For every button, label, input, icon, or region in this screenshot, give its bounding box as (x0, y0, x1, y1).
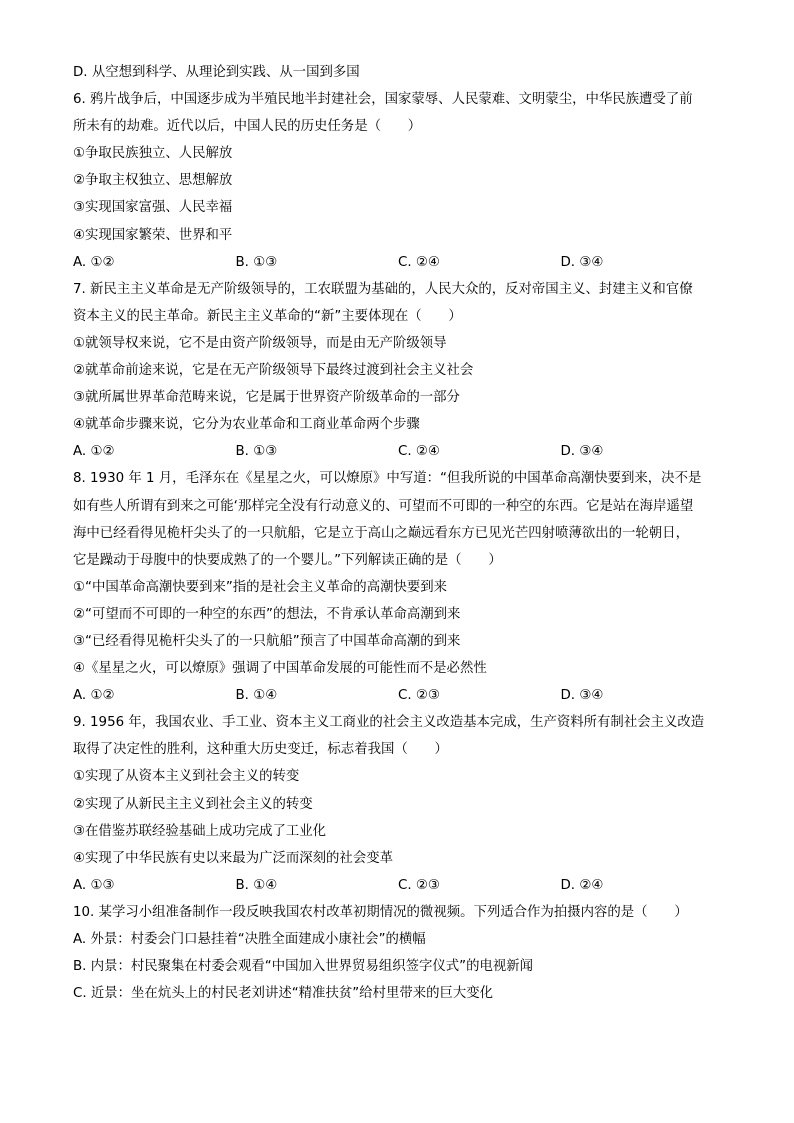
option-a: A. ①② (73, 688, 115, 704)
answer-options (73, 438, 723, 465)
question-stem-line: 9. 1956 年，我国农业、手工业、资本主义工商业的社会主义改造基本完成，生产资料所有制社会主义改造 (73, 715, 705, 731)
question-6 (73, 86, 723, 276)
statement-item: ①“中国革命高潮快要到来”指的是社会主义革命的高潮快要到来 (73, 579, 448, 595)
option-d: D. ③④ (560, 254, 604, 270)
question-9 (73, 709, 723, 899)
statement-item: ②争取主权独立、思想解放 (73, 173, 233, 189)
statement-item: ④就革命步骤来说，它分为农业革命和工商业革命两个步骤 (73, 417, 420, 433)
option-c: C. ②④ (398, 444, 440, 460)
option-b: B. ①④ (235, 688, 278, 704)
question-7 (73, 276, 723, 466)
statement-item: ②实现了从新民主主义到社会主义的转变 (73, 796, 313, 812)
question-10 (73, 899, 723, 1007)
option-b: B. ①③ (235, 254, 278, 270)
option-a: A. ①③ (73, 877, 115, 893)
statement-item: ②就革命前途来说，它是在无产阶级领导下最终过渡到社会主义社会 (73, 363, 474, 379)
option-a: A. ①② (73, 254, 115, 270)
question-stem-line: 10. 某学习小组准备制作一段反映我国农村改革初期情况的微视频。下列适合作为拍摄内容的是（ ） (73, 904, 688, 920)
answer-options (73, 872, 723, 899)
question-stem-line: 6. 鸦片战争后，中国逐步成为半殖民地半封建社会，国家蒙辱、人民蒙难、文明蒙尘，中华民族遭受了前 (73, 92, 693, 108)
statement-item: ①就领导权来说，它不是由资产阶级领导，而是由无产阶级领导 (73, 335, 447, 351)
option-d: D. ③④ (560, 444, 604, 460)
option-c: C. ②③ (398, 688, 440, 704)
question-8 (73, 465, 723, 709)
q5-option-d: D. 从空想到科学、从理论到实践、从一国到多国 (73, 65, 360, 80)
statement-item: ③在借鉴苏联经验基础上成功完成了工业化 (73, 823, 327, 839)
statement-item: ③实现国家富强、人民幸福 (73, 200, 233, 216)
option-c: C. ②④ (398, 254, 440, 270)
option-b: B. ①④ (235, 877, 278, 893)
option-d: D. ③④ (560, 688, 604, 704)
statement-item: ③“已经看得见桅杆尖头了的一只航船”预言了中国革命高潮的到来 (73, 633, 461, 649)
option-b: B. ①③ (235, 444, 278, 460)
statement-item: ②“可望而不可即的一种空的东西”的想法，不肯承认革命高潮到来 (73, 606, 461, 622)
option-b: B. 内景：村民聚集在村委会观看“中国加入世界贸易组织签字仪式”的电视新闻 (73, 959, 534, 975)
answer-options (73, 682, 723, 709)
question-stem-line: 资本主义的民主革命。新民主主义革命的“新”主要体现在（ ） (73, 308, 462, 324)
question-stem-line: 如有些人所谓有到来之可能‘那样完全没有行动意义的、可望而不可即的一种空的东西。它是站在海岸遥望 (73, 498, 694, 514)
statement-item: ④实现了中华民族有史以来最为广泛而深刻的社会变革 (73, 850, 393, 866)
question-stem-line: 7. 新民主主义革命是无产阶级领导的，工农联盟为基础的，人民大众的，反对帝国主义、封建主义和官僚 (73, 281, 693, 297)
option-c: C. 近景：坐在炕头上的村民老刘讲述“精准扶贫”给村里带来的巨大变化 (73, 986, 494, 1002)
question-stem-line: 取得了决定性的胜利，这种重大历史变迁，标志着我国（ ） (73, 742, 448, 758)
question-stem-line: 它是躁动于母腹中的快要成熟了的一个婴儿。”下列解读正确的是（ ） (73, 552, 502, 568)
answer-options (73, 249, 723, 276)
statement-item: ④实现国家繁荣、世界和平 (73, 227, 233, 243)
question-stem-line: 海中已经看得见桅杆尖头了的一只航船，它是立于高山之巅远看东方已见光芒四射喷薄欲出的一轮朝日， (73, 525, 689, 541)
statement-item: ④《星星之火，可以燎原》强调了中国革命发展的可能性而不是必然性 (73, 661, 487, 677)
option-d: D. ②④ (560, 877, 604, 893)
statement-item: ①争取民族独立、人民解放 (73, 146, 233, 162)
statement-item: ③就所属世界革命范畴来说，它是属于世界资产阶级革命的一部分 (73, 390, 460, 406)
option-a: A. 外景：村委会门口悬挂着“决胜全面建成小康社会”的横幅 (73, 932, 426, 947)
question-stem-line: 所未有的劫难。近代以后，中国人民的历史任务是（ ） (73, 119, 422, 135)
question-stem-line: 8. 1930 年 1 月，毛泽东在《星星之火，可以燎原》中写道：“但我所说的中国革命高潮快要到来，决不是 (73, 471, 702, 487)
option-a: A. ①② (73, 444, 115, 460)
exam-page (73, 59, 723, 1007)
statement-item: ①实现了从资本主义到社会主义的转变 (73, 769, 300, 785)
option-c: C. ②③ (398, 877, 440, 893)
